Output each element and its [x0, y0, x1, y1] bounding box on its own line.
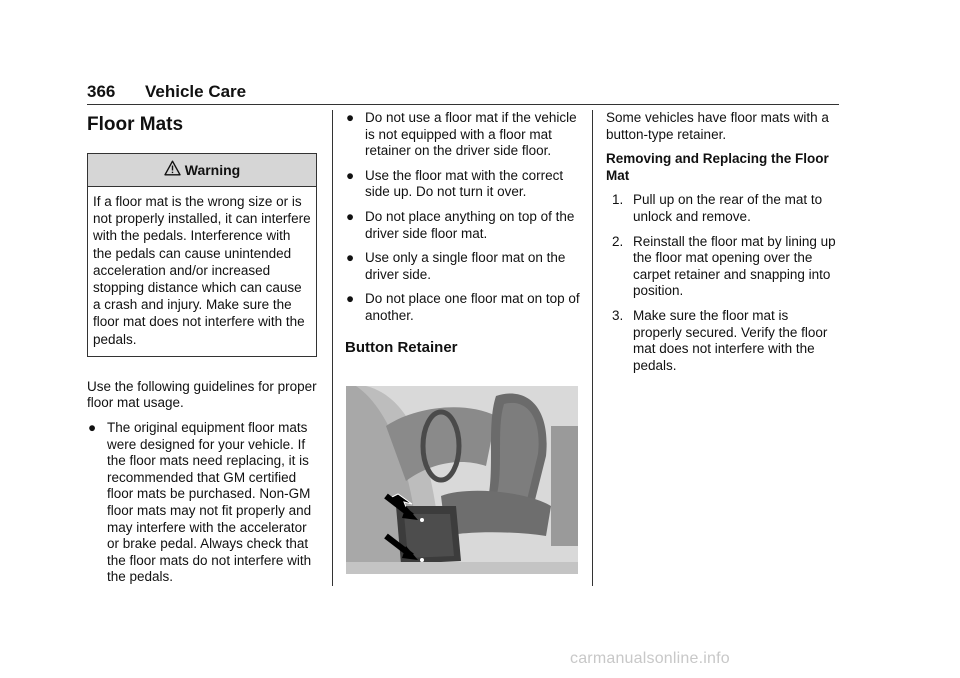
step-item	[606, 308, 838, 374]
step-item	[606, 234, 838, 300]
list-item	[345, 291, 580, 324]
list-item-text: Do not place anything on top of the driver side floor mat.	[365, 208, 575, 241]
list-item	[87, 420, 319, 586]
warning-heading	[88, 154, 316, 187]
bullet-icon: ●	[346, 250, 355, 266]
bullet-icon: ●	[346, 110, 355, 125]
list-item	[345, 110, 580, 160]
column-3	[606, 110, 838, 382]
bullet-icon: ●	[346, 167, 355, 183]
button-retainer-heading: Button Retainer	[345, 338, 458, 356]
steps-list	[606, 192, 838, 374]
list-item	[345, 250, 580, 283]
list-item-text: Use only a single floor mat on the driver side.	[365, 250, 566, 282]
column-2	[345, 110, 580, 357]
floor-mat-retainer-illustration	[346, 386, 578, 574]
guidelines-intro: Use the following guidelines for proper floor mat usage.	[87, 378, 317, 411]
floor-mats-title: Floor Mats	[87, 114, 184, 135]
guidelines-list-2	[345, 110, 580, 325]
step-text: Reinstall the floor mat by lining up the floor mat opening over the carpet retainer and snapping into position.	[633, 233, 836, 299]
step-text: Make sure the floor mat is properly secured. Verify the floor mat does not interfere with the pedals.	[633, 307, 828, 373]
warning-label: Warning	[184, 162, 241, 178]
removing-replacing-heading: Removing and Replacing the Floor Mat	[606, 151, 829, 183]
step-text: Pull up on the rear of the mat to unlock and remove.	[633, 192, 823, 224]
watermark: carmanualsonline.info	[570, 650, 730, 667]
header-rule	[87, 104, 839, 105]
list-item-text: The original equipment floor mats were designed for your vehicle. If the floor mats need replacing, it is recommended that GM certified floor mats be purchased. Non-GM floor mats may not fit properly and may interfere with the accelerator or brake pedal. Always check that the floor mats do not interfere with the pedals.	[107, 420, 312, 585]
step-number: 3.	[612, 307, 624, 323]
column-divider	[332, 110, 333, 586]
guidelines-list-1	[87, 420, 319, 586]
list-item-text: Use the floor mat with the correct side up. Do not turn it over.	[365, 167, 564, 200]
column-1	[87, 110, 319, 594]
bullet-icon: ●	[88, 420, 97, 436]
warning-triangle-icon	[164, 155, 181, 187]
step-item	[606, 192, 838, 225]
section-title: Vehicle Care	[145, 82, 247, 101]
warning-box	[87, 153, 317, 357]
page-header	[87, 82, 839, 106]
bullet-icon: ●	[346, 291, 355, 307]
column-divider	[592, 110, 593, 586]
list-item-text: Do not place one floor mat on top of another.	[365, 291, 580, 323]
step-number: 1.	[612, 192, 624, 208]
list-item	[345, 209, 580, 242]
bullet-icon: ●	[346, 208, 355, 224]
page-number: 366	[87, 82, 116, 101]
list-item	[345, 168, 580, 201]
retainer-intro: Some vehicles have floor mats with a button-type retainer.	[606, 110, 829, 142]
step-number: 2.	[612, 233, 624, 249]
list-item-text: Do not use a floor mat if the vehicle is not equipped with a floor mat retainer on the driver side floor.	[365, 110, 577, 159]
warning-text: If a floor mat is the wrong size or is not properly installed, it can interfere with the pedals. Interference with the pedals can cause unintended acceleration and/or increased stopping distance which can cause a crash and injury. Make sure the floor mat does not interfere with the pedals.	[93, 194, 311, 347]
